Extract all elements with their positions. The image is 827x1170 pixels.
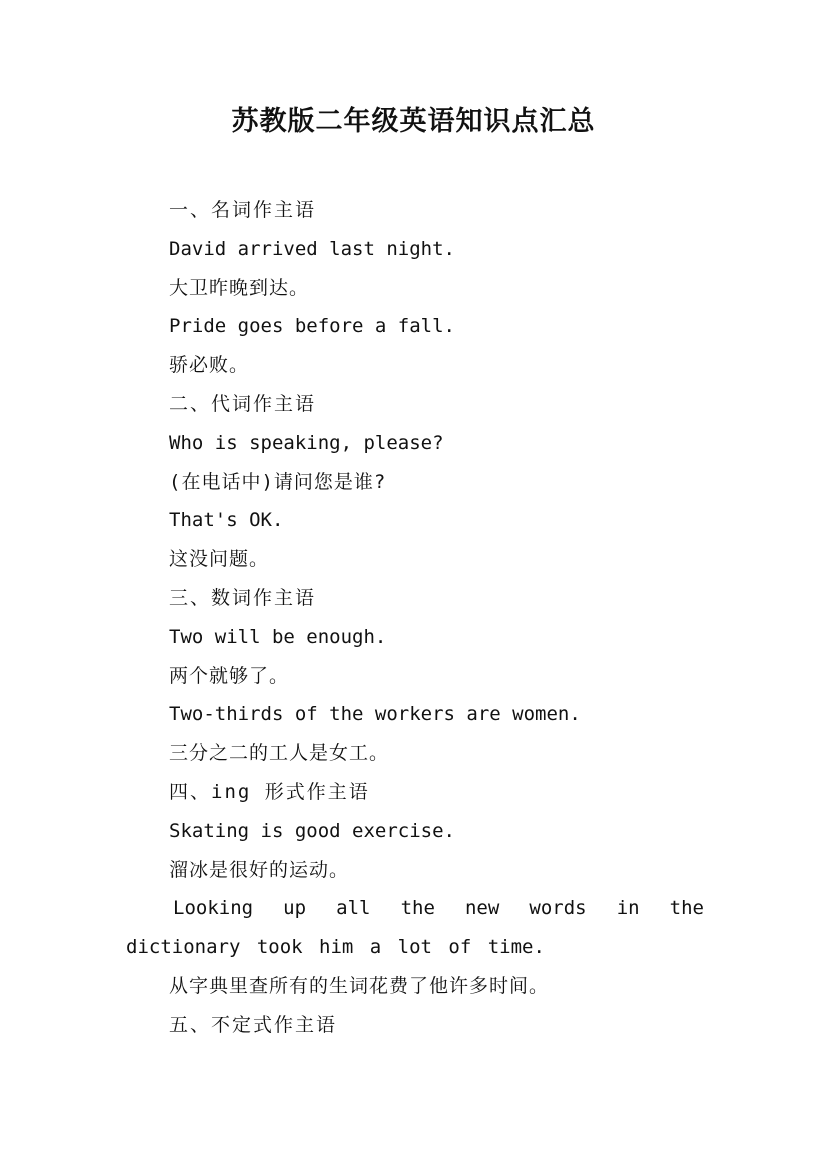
- example-english: Who is speaking, please?: [169, 431, 444, 454]
- section-heading-3: 三、数词作主语: [169, 586, 317, 609]
- example-chinese: (在电话中)请问您是谁?: [169, 470, 387, 493]
- example-english: Two will be enough.: [169, 625, 387, 648]
- document-title: 苏教版二年级英语知识点汇总: [231, 106, 596, 137]
- section-heading-5: 五、不定式作主语: [169, 1013, 338, 1036]
- example-english-paragraph: Looking up all the new words in the dictionary took him a lot of time.: [126, 897, 704, 959]
- example-english: Skating is good exercise.: [169, 819, 455, 842]
- document-body: [126, 191, 704, 1045]
- section-heading-2: 二、代词作主语: [169, 392, 317, 415]
- example-english: David arrived last night.: [169, 237, 455, 260]
- example-english: Two-thirds of the workers are women.: [169, 703, 581, 726]
- example-chinese: 三分之二的工人是女工。: [169, 742, 390, 765]
- section-heading-4: 四、ing 形式作主语: [169, 780, 370, 803]
- example-chinese: 两个就够了。: [169, 664, 290, 687]
- example-chinese: 溜冰是很好的运动。: [169, 858, 350, 881]
- example-chinese: 从字典里查所有的生词花费了他许多时间。: [169, 974, 550, 997]
- section-heading-1: 一、名词作主语: [169, 199, 317, 221]
- example-chinese: 这没问题。: [169, 548, 270, 571]
- example-english: Pride goes before a fall.: [169, 315, 455, 338]
- example-chinese: 骄必败。: [169, 354, 250, 377]
- example-chinese: 大卫昨晚到达。: [169, 276, 310, 299]
- example-english: That's OK.: [169, 509, 284, 532]
